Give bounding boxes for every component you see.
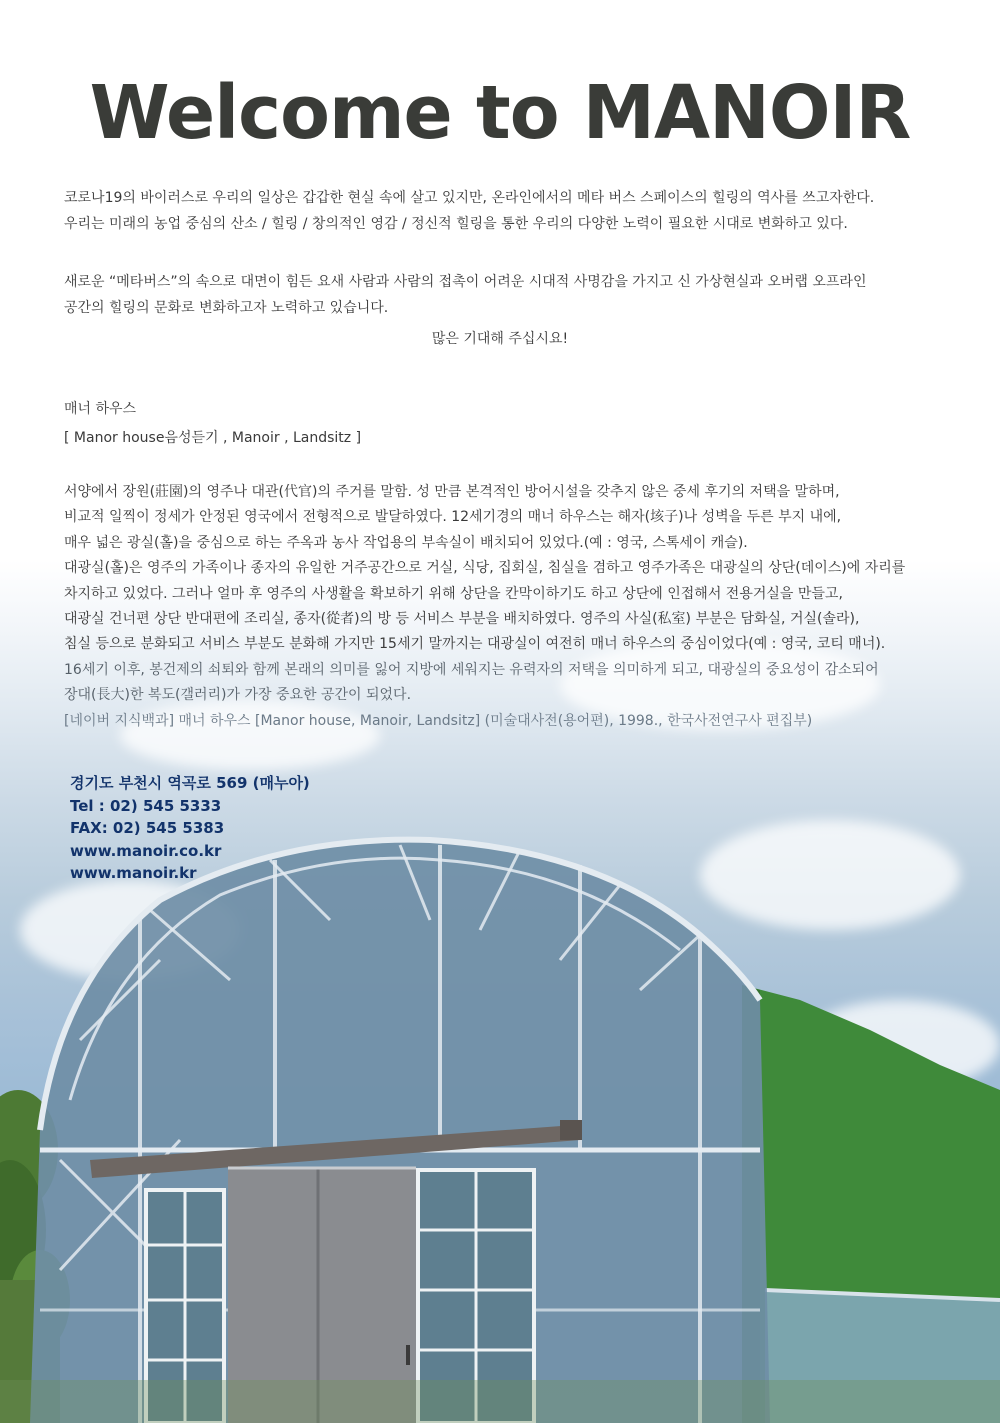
definition-body <box>64 480 964 734</box>
ground-plants <box>0 1380 1000 1423</box>
closing-message: 많은 기대해 주십시요! <box>431 331 569 347</box>
definition-term: 매너 하우스 <box>64 401 137 417</box>
definition-line: 대광실(홀)은 영주의 가족이나 종자의 유일한 거주공간으로 거실, 식당, 집회실, 침실을 겸하고 영주가족은 대광실의 상단(데이스)에 자리를 <box>64 560 906 577</box>
definition-line: 서양에서 장원(莊園)의 영주나 대관(代官)의 주거를 말함. 성 만큼 본격적인 방어시설을 갖추지 않은 중세 후기의 저택을 말하며, <box>64 484 840 500</box>
intro-paragraph <box>64 185 944 237</box>
page-title: Welcome to MANOIR <box>89 70 911 156</box>
metaverse-paragraph <box>64 269 944 321</box>
contact-website-link[interactable]: www.manoir.kr <box>70 864 197 882</box>
definition-line: 차지하고 있었다. 그러나 얼마 후 영주의 사생활을 확보하기 위해 상단을 칸막이하기도 하고 상단에 인접해서 전용거실을 만들고, <box>64 585 843 602</box>
contact-tel: Tel : 02) 545 5333 <box>70 796 222 815</box>
contact-info <box>70 772 310 885</box>
greenhouse-side-wall <box>742 985 1000 1423</box>
definition-line: 장대(長大)한 복도(갤러리)가 가장 중요한 공간이 되었다. <box>64 687 412 704</box>
metaverse-line: 새로운 “메타버스”의 속으로 대면이 힘든 요새 사람과 사람의 접촉이 어려운 시대적 사명감을 가지고 신 가상현실과 오버랩 오프라인 <box>64 274 867 290</box>
metaverse-line: 공간의 힐링의 문화로 변화하고자 노력하고 있습니다. <box>64 300 389 316</box>
contact-fax: FAX: 02) 545 5383 <box>70 819 225 837</box>
intro-line: 코로나19의 바이러스로 우리의 일상은 갑갑한 현실 속에 살고 있지만, 온라인에서의 메타 버스 스페이스의 힐링의 역사를 쓰고자한다. <box>64 190 875 206</box>
definition-line: 침실 등으로 분화되고 서비스 부분도 분화해 가지만 15세기 말까지는 대광실이 여전히 매너 하우스의 중심이었다(예 : 영국, 코티 매너). <box>64 636 886 653</box>
definition-line: 비교적 일찍이 정세가 안정된 영국에서 전형적으로 발달하였다. 12세기경의 매너 하우스는 해자(垓子)나 성벽을 두른 부지 내에, <box>64 509 842 526</box>
contact-address: 경기도 부천시 역곡로 569 (매누아) <box>70 774 310 792</box>
definition-source: [네이버 지식백과] 매너 하우스 [Manor house, Manoir, Landsitz] (미술대사전(용어편), 1998., 한국사전연구사 편집부) <box>64 712 813 729</box>
definition-line: 16세기 이후, 봉건제의 쇠퇴와 함께 본래의 의미를 잃어 지방에 세워지는 유력자의 저택을 의미하게 되고, 대광실의 중요성이 감소되어 <box>64 661 879 678</box>
definition-line: 매우 넓은 광실(홀)을 중심으로 하는 주옥과 농사 작업용의 부속실이 배치되어 있었다.(예 : 영국, 스톡세이 캐슬). <box>64 534 748 551</box>
contact-website-link[interactable]: www.manoir.co.kr <box>70 841 222 860</box>
definition-aliases: [ Manor house음성듣기 , Manoir , Landsitz ] <box>64 430 362 446</box>
intro-line: 우리는 미래의 농업 중심의 산소 / 힐링 / 창의적인 영감 / 정신적 힐링을 통한 우리의 다양한 노력이 필요한 시대로 변화하고 있다. <box>64 216 848 232</box>
definition-line: 대광실 건너편 상단 반대편에 조리실, 종자(從者)의 방 등 서비스 부분을 배치하였다. 영주의 사실(私室) 부분은 담화실, 거실(솔라), <box>64 610 860 627</box>
